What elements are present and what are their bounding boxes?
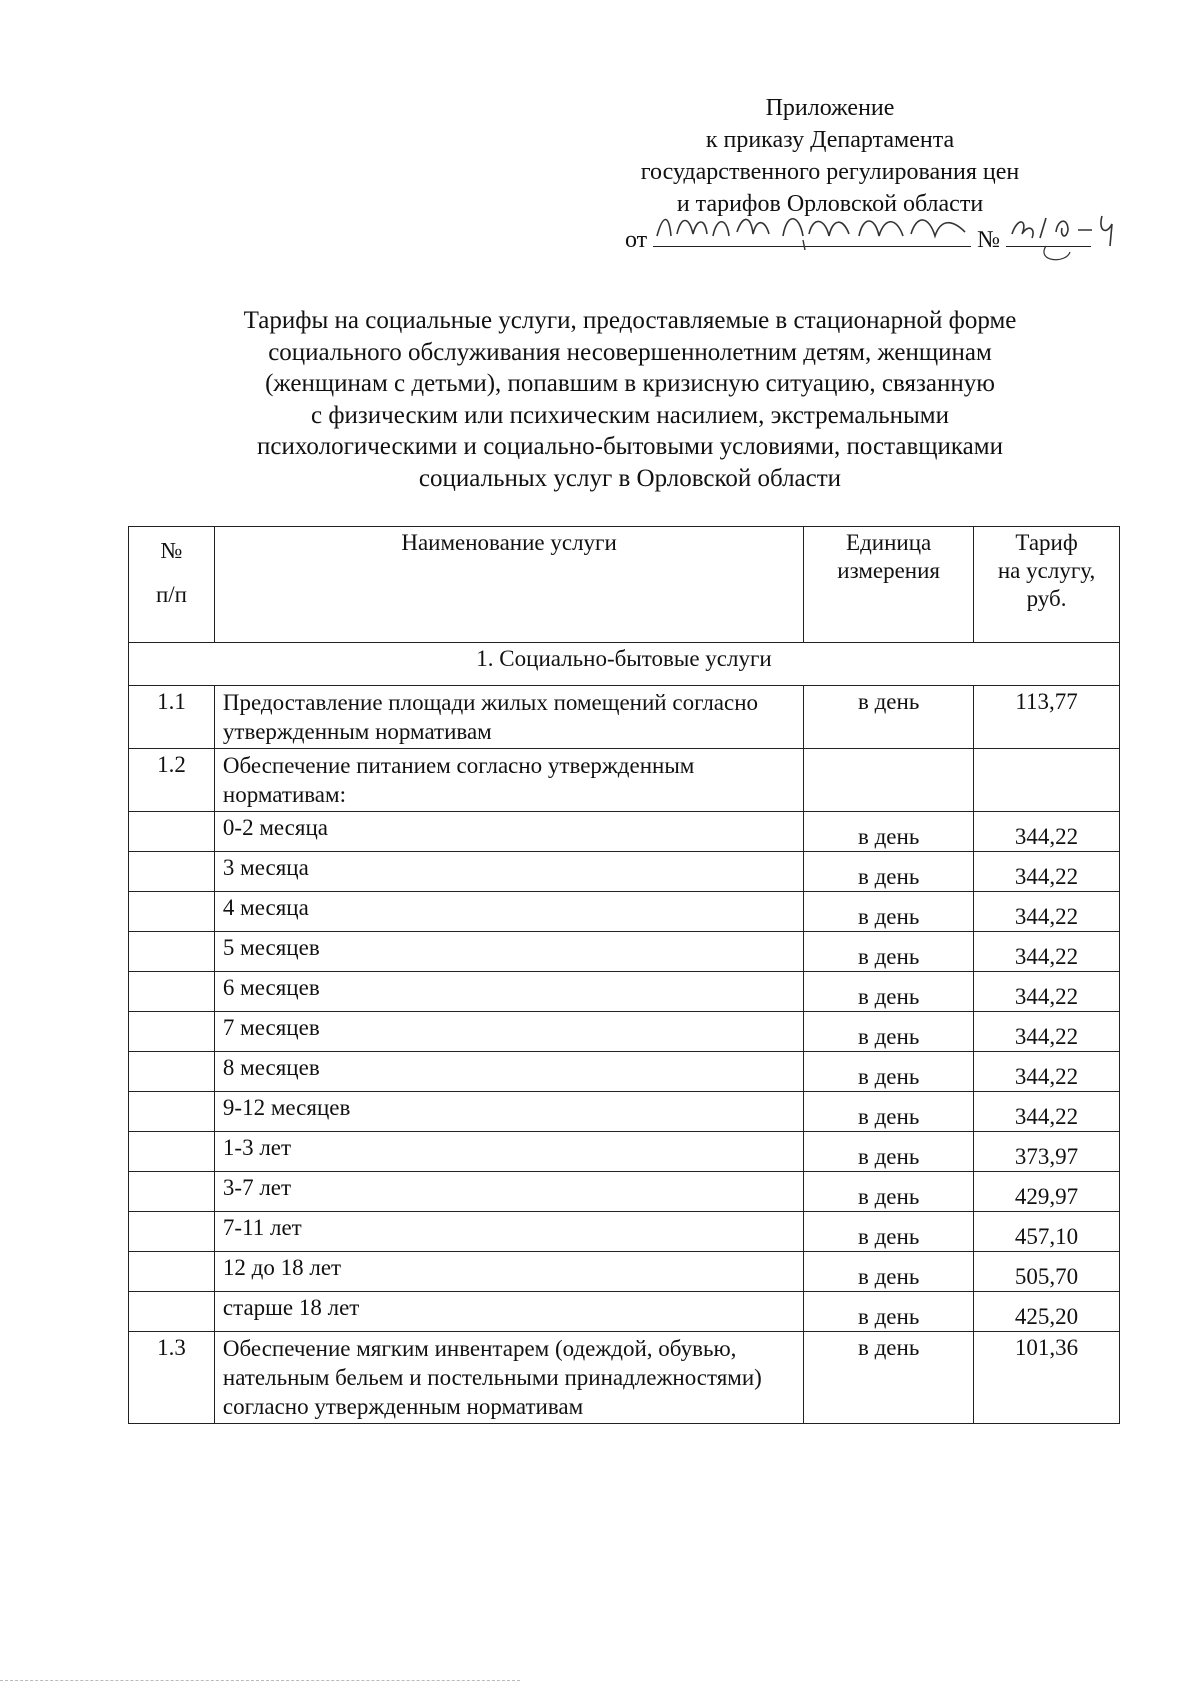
service-name: 7-11 лет (214, 1212, 803, 1252)
tariffs-table (128, 526, 1120, 1424)
header-unit-line: измерения (837, 558, 941, 583)
row-number (129, 932, 215, 972)
row-number (129, 1292, 215, 1332)
header-line: и тарифов Орловской области (676, 191, 984, 217)
unit-cell: в день (804, 852, 974, 892)
column-header-unit (804, 527, 974, 643)
row-number (129, 892, 215, 932)
unit-cell: в день (804, 1332, 974, 1424)
header-unit-line: Единица (846, 530, 932, 555)
table-row (129, 1052, 1120, 1092)
table-row (129, 852, 1120, 892)
title-line: социальных услуг в Орловской области (418, 464, 842, 492)
tariff-cell (974, 749, 1120, 812)
service-name: старше 18 лет (214, 1292, 803, 1332)
row-number (129, 1172, 215, 1212)
row-number (129, 1052, 215, 1092)
table-row (129, 1092, 1120, 1132)
tariff-cell: 429,97 (974, 1172, 1120, 1212)
column-header-number (129, 527, 215, 643)
row-number (129, 972, 215, 1012)
service-name: Обеспечение мягким инвентарем (одеждой, обувью, нательным бельем и постельными принадлежностями) согласно утвержденным нормативам (214, 1332, 803, 1424)
header-line: к приказу Департамента (705, 127, 955, 153)
unit-cell (804, 749, 974, 812)
tariff-cell: 344,22 (974, 812, 1120, 852)
row-number (129, 1092, 215, 1132)
service-name: 1-3 лет (214, 1132, 803, 1172)
unit-cell: в день (804, 972, 974, 1012)
table-row (129, 972, 1120, 1012)
header-num-symbol: № (160, 538, 183, 563)
table-row (129, 892, 1120, 932)
service-name: Обеспечение питанием согласно утвержденным нормативам: (214, 749, 803, 812)
table-row (129, 1132, 1120, 1172)
service-name: 9-12 месяцев (214, 1092, 803, 1132)
title-line: психологическими и социально-бытовыми условиями, поставщиками (257, 433, 1003, 460)
table-row (129, 686, 1120, 749)
service-name: 7 месяцев (214, 1012, 803, 1052)
section-row (129, 643, 1120, 686)
table-row (129, 1252, 1120, 1292)
handwritten-scribble-icon (653, 206, 971, 250)
handwritten-order-number (1006, 220, 1091, 247)
unit-cell: в день (804, 1052, 974, 1092)
title-line: социального обслуживания несовершеннолетним детям, женщинам (268, 338, 992, 366)
unit-cell: в день (804, 1132, 974, 1172)
order-date-number-line (625, 220, 1125, 256)
tariff-cell: 344,22 (974, 972, 1120, 1012)
table-row (129, 1332, 1120, 1424)
service-name: 3-7 лет (214, 1172, 803, 1212)
tariff-cell: 373,97 (974, 1132, 1120, 1172)
tariff-cell: 457,10 (974, 1212, 1120, 1252)
service-name: 8 месяцев (214, 1052, 803, 1092)
table-row (129, 1012, 1120, 1052)
unit-cell: в день (804, 686, 974, 749)
row-number (129, 1012, 215, 1052)
title-line: (женщинам с детьми), попавшим в кризисную ситуацию, связанную (265, 370, 995, 397)
tariff-cell: 505,70 (974, 1252, 1120, 1292)
unit-cell: в день (804, 812, 974, 852)
scan-edge-divider (0, 1680, 520, 1683)
tariff-cell: 344,22 (974, 892, 1120, 932)
section-title: 1. Социально-бытовые услуги (129, 643, 1120, 686)
unit-cell: в день (804, 1092, 974, 1132)
header-line: Приложение (765, 95, 895, 121)
service-name: 12 до 18 лет (214, 1252, 803, 1292)
table-row (129, 1292, 1120, 1332)
row-number: 1.2 (129, 749, 215, 812)
unit-cell: в день (804, 932, 974, 972)
header-tariff-line: руб. (1026, 586, 1067, 611)
unit-cell: в день (804, 1012, 974, 1052)
row-number (129, 1132, 215, 1172)
service-name: 0-2 месяца (214, 812, 803, 852)
service-name: Предоставление площади жилых помещений согласно утвержденным нормативам (214, 686, 803, 749)
appendix-header (590, 92, 1070, 220)
tariff-cell: 344,22 (974, 852, 1120, 892)
tariff-cell: 344,22 (974, 932, 1120, 972)
header-tariff-line: на услугу, (997, 558, 1096, 583)
date-prefix: от (625, 227, 648, 253)
service-name: 6 месяцев (214, 972, 803, 1012)
row-number (129, 1212, 215, 1252)
row-number (129, 812, 215, 852)
unit-cell: в день (804, 1172, 974, 1212)
table-row (129, 1212, 1120, 1252)
header-tariff-line: Тариф (1015, 530, 1078, 555)
table-row (129, 932, 1120, 972)
row-number (129, 1252, 215, 1292)
service-name: 3 месяца (214, 852, 803, 892)
table-row (129, 812, 1120, 852)
table-row (129, 1172, 1120, 1212)
row-number: 1.1 (129, 686, 215, 749)
tariff-cell: 344,22 (974, 1012, 1120, 1052)
document-title (150, 305, 1110, 494)
row-number: 1.3 (129, 1332, 215, 1424)
service-name: 4 месяца (214, 892, 803, 932)
header-num-abbr: п/п (155, 582, 187, 607)
header-line: государственного регулирования цен (640, 159, 1020, 185)
tariff-cell: 425,20 (974, 1292, 1120, 1332)
tariff-cell: 344,22 (974, 1052, 1120, 1092)
tariff-cell: 113,77 (974, 686, 1120, 749)
row-number (129, 852, 215, 892)
service-name: 5 месяцев (214, 932, 803, 972)
table-row (129, 749, 1120, 812)
number-prefix: № (977, 227, 1001, 253)
title-line: Тарифы на социальные услуги, предоставляемые в стационарной форме (243, 307, 1017, 334)
table-header-row (129, 527, 1120, 643)
unit-cell: в день (804, 1292, 974, 1332)
title-line: с физическим или психическим насилием, экстремальными (311, 401, 949, 429)
column-header-service-name: Наименование услуги (214, 527, 803, 643)
unit-cell: в день (804, 1252, 974, 1292)
handwritten-date-signature (653, 220, 971, 247)
unit-cell: в день (804, 892, 974, 932)
tariff-cell: 344,22 (974, 1092, 1120, 1132)
column-header-tariff (974, 527, 1120, 643)
handwritten-number-icon (1006, 206, 1126, 266)
tariff-cell: 101,36 (974, 1332, 1120, 1424)
unit-cell: в день (804, 1212, 974, 1252)
